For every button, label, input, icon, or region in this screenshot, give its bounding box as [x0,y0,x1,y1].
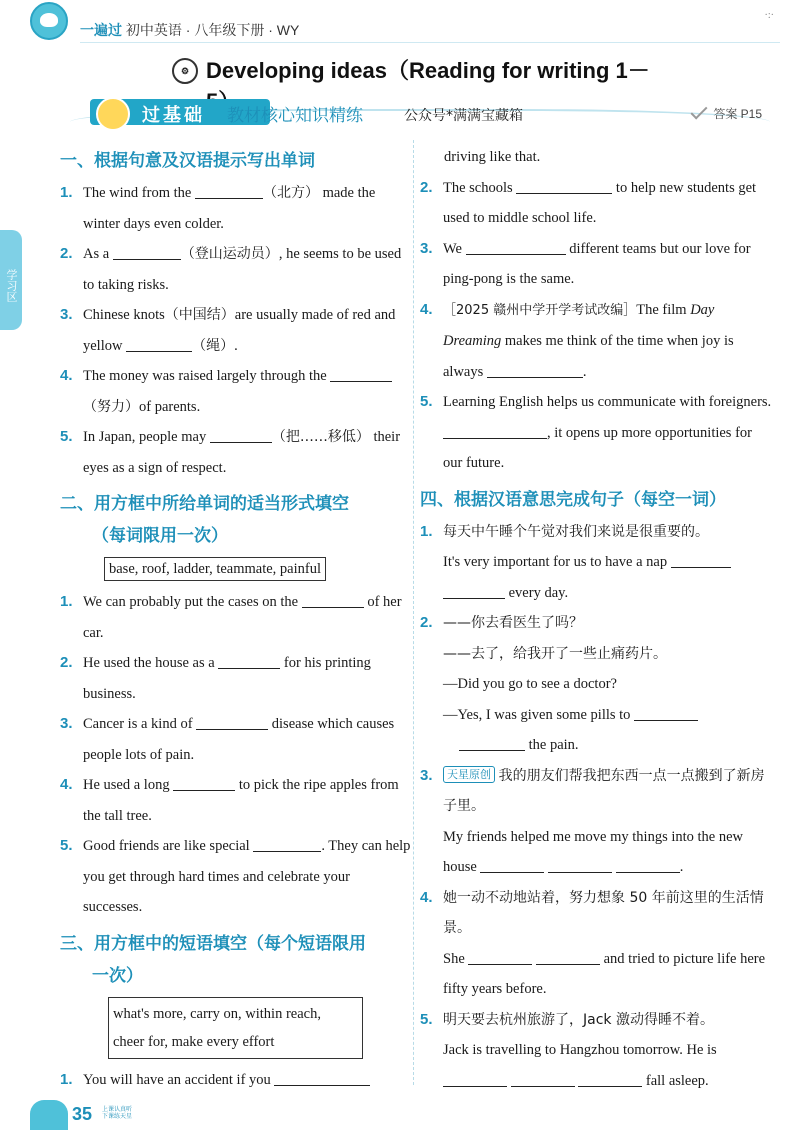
list-item [60,422,412,483]
answer-blank[interactable] [516,179,612,194]
item-text: for his printing business. [83,655,371,702]
item-text: In Japan, people may [83,429,207,445]
item-text: and tried to picture life here fifty years before. [443,950,766,997]
item-text: . [679,859,684,875]
item-text: . [582,363,587,380]
item-text: to help new students get used to middle school life. [443,179,757,226]
answer-reference [691,105,762,122]
item-text: driving like that. [444,149,541,165]
list-item [420,883,772,1005]
answer-blank[interactable] [126,337,192,352]
item-text: are usually made of red and yellow [83,307,396,354]
list-item [420,761,772,883]
item-text: different teams but our love for ping-pong is the same. [443,240,751,287]
answer-blank[interactable] [480,858,544,873]
item-number: 4. [420,888,433,906]
brand-logo-icon [30,2,68,40]
header-divider [80,42,780,43]
list-item [420,387,772,479]
answer-blank[interactable] [253,837,321,852]
list-item [420,173,772,234]
continued-line [420,142,772,173]
list-item [420,517,772,609]
answer-blank[interactable] [173,776,235,791]
item-hint: （绳） [192,337,235,354]
answer-blank[interactable] [466,240,566,255]
item-text: every day. [508,584,569,601]
item-text: We [443,240,462,257]
part4-heading: 四、根据汉语意思完成句子（每空一词） [420,489,726,510]
answer-blank[interactable] [218,654,280,669]
answer-blank[interactable] [634,706,698,721]
lesson-badge-icon: ⚙ [172,58,198,84]
list-item [60,1065,412,1096]
item-number: 3. [60,306,73,323]
page-footer [30,1100,150,1130]
check-icon [691,103,708,120]
answer-blank[interactable] [443,1072,507,1087]
wechat-label: 公众号*满满宝藏箱 [404,108,523,124]
item-hint: （北方） [262,185,319,201]
answer-blank[interactable] [196,715,268,730]
column-divider [413,140,414,1085]
item-number: 1. [60,1070,73,1088]
item-number: 3. [420,766,433,784]
original-tag: 天星原创 [443,766,495,783]
part2-heading: 二、用方框中所给单词的适当形式填空 [60,494,349,514]
list-item [60,770,412,831]
side-tab: 学习区 [0,230,22,330]
header-title [80,20,299,40]
item-number: 2. [420,614,433,631]
section-bar [70,95,770,129]
item-chinese: 每天中午睡个午觉对我们来说是很重要的。 [443,523,709,540]
item-text: the pain. [528,737,579,753]
answer-blank[interactable] [511,1072,575,1087]
item-chinese: 明天要去杭州旅游了，Jack 激动得睡不着。 [443,1011,714,1028]
list-item [60,178,412,239]
slogan-line: 下课练天星 [102,1113,133,1120]
page-number: 35 [72,1104,93,1124]
answer-blank[interactable] [548,858,612,873]
item-text: —Yes, I was given some pills to [443,706,631,723]
item-text: My friends helped me move my things into the new house [443,828,744,875]
item-text: He used the house as a [83,655,215,671]
item-hint: （努力） [83,398,139,415]
list-item [420,1005,772,1097]
item-text: their eyes as a sign of respect. [83,429,401,476]
list-item [60,587,412,648]
answer-blank[interactable] [113,245,181,260]
item-text: The film [636,301,687,318]
item-number: 1. [420,522,433,540]
lesson-title: Developing ideas（Reading for writing 1－ [206,58,650,83]
answer-blank[interactable] [443,584,505,599]
item-text: It's very important for us to have a nap [443,554,668,570]
item-number: 2. [420,178,433,196]
item-text: Learning English helps us communicate with foreigners. [443,394,772,410]
answer-blank[interactable] [468,950,532,965]
answer-blank[interactable] [302,593,364,608]
answer-blank[interactable] [616,858,680,873]
item-chinese: ——去了，给我开了一些止痛药片。 [443,645,667,662]
item-source: ［2025 赣州中学开学考试改编］ [443,302,637,318]
item-number: 4. [420,300,433,318]
part2-heading-cont: （每词限用一次） [92,526,228,546]
corner-mark: ·:· [764,10,774,21]
item-text: , he seems to be used to taking risks. [83,246,402,293]
item-number: 3. [420,239,433,257]
answer-blank[interactable] [671,553,731,568]
mascot-icon [96,97,130,131]
part3-heading-cont: 一次） [92,965,143,986]
footer-slogan [102,1106,132,1120]
list-item [60,239,412,300]
phrase-box-line: cheer for, make every effort [113,1033,275,1050]
item-text: to pick the ripe apples from the tall tree. [83,777,399,824]
item-text: You will have an accident if you [83,1071,271,1088]
list-item [420,234,772,295]
left-column [60,140,412,1095]
answer-blank[interactable] [330,367,392,382]
phrase-box-line: what's more, carry on, within reach, [113,1005,321,1022]
list-item [60,300,412,361]
item-text: fall asleep. [645,1072,709,1089]
item-number: 5. [420,1010,433,1028]
item-text: The money was raised largely through the [83,368,327,384]
item-number: 4. [60,367,73,384]
brand-name: 一遍过 [80,22,122,38]
answer-blank[interactable] [578,1072,642,1087]
answer-blank[interactable] [274,1071,370,1086]
book-subtitle: 初中英语 · 八年级下册 · WY [125,22,300,38]
film-title: Day Dreaming [443,301,715,349]
answer-blank[interactable] [536,950,600,965]
item-text: disease which causes people lots of pain. [83,716,395,763]
lesson-title-block [160,52,670,88]
list-item [420,608,772,761]
answer-blank[interactable] [210,428,272,443]
item-number: 1. [60,593,73,610]
item-text: The schools [443,179,513,196]
item-text: —Did you go to see a doctor? [443,676,617,692]
item-text: We can probably put the cases on the [83,594,299,610]
list-item [60,709,412,770]
item-number: 2. [60,245,73,262]
answer-blank[interactable] [195,184,263,199]
item-number: 1. [60,184,73,201]
answer-blank[interactable] [443,424,547,439]
item-text: Good friends are like special [83,838,250,854]
item-text: She [443,950,465,967]
slogan-line: 上课认真听 [102,1106,133,1113]
item-hint: （登山运动员） [180,246,279,262]
page-header [0,0,800,50]
item-number: 2. [60,654,73,671]
list-item [60,648,412,709]
word-box: base, roof, ladder, teammate, painful [104,557,326,581]
item-text: Jack is travelling to Hangzhou tomorrow. He is [443,1042,717,1058]
item-text: of parents. [139,398,201,415]
item-number: 4. [60,776,73,793]
item-number: 5. [60,428,73,445]
section-subtitle: 教材核心知识精练 [227,106,363,126]
section-badge-label: 过基础 [142,105,205,125]
phrase-box [108,997,363,1059]
item-text: The wind from the [83,185,192,201]
list-item [60,361,412,422]
item-text: . They can help you get through hard times and celebrate your successes. [83,838,411,915]
part3-heading: 三、用方框中的短语填空（每个短语限用 [60,933,366,954]
item-text: . [234,337,238,354]
part1-heading: 一、根据句意及汉语提示写出单词 [60,151,315,171]
footer-mascot-icon [30,1100,68,1130]
item-text: Cancer is a kind of [83,716,193,732]
item-chinese: 她一动不动地站着，努力想象 50 年前这里的生活情景。 [443,889,764,936]
item-chinese: ——你去看医生了吗？ [443,615,583,631]
item-text: He used a long [83,777,170,793]
item-text: As a [83,246,110,262]
list-item [60,831,412,923]
item-text: , it opens up more opportunities for our future. [443,424,752,471]
item-hint: （把……移低） [271,429,370,445]
item-chinese: 我的朋友们帮我把东西一点一点搬到了新房子里。 [443,767,765,814]
item-text: made the winter days even colder. [83,185,376,232]
answer-blank[interactable] [459,736,525,751]
answer-blank[interactable] [487,363,583,378]
item-number: 3. [60,715,73,732]
answer-ref-text: 答案 P15 [713,107,762,121]
item-hint: （中国结） [164,307,235,323]
item-text: Chinese knots [83,307,165,323]
right-column [420,140,772,1096]
item-number: 5. [60,837,73,854]
item-text: of her car. [83,594,402,641]
list-item [420,295,772,388]
item-number: 5. [420,393,433,410]
item-text: makes me think of the time when joy is always [443,333,734,380]
